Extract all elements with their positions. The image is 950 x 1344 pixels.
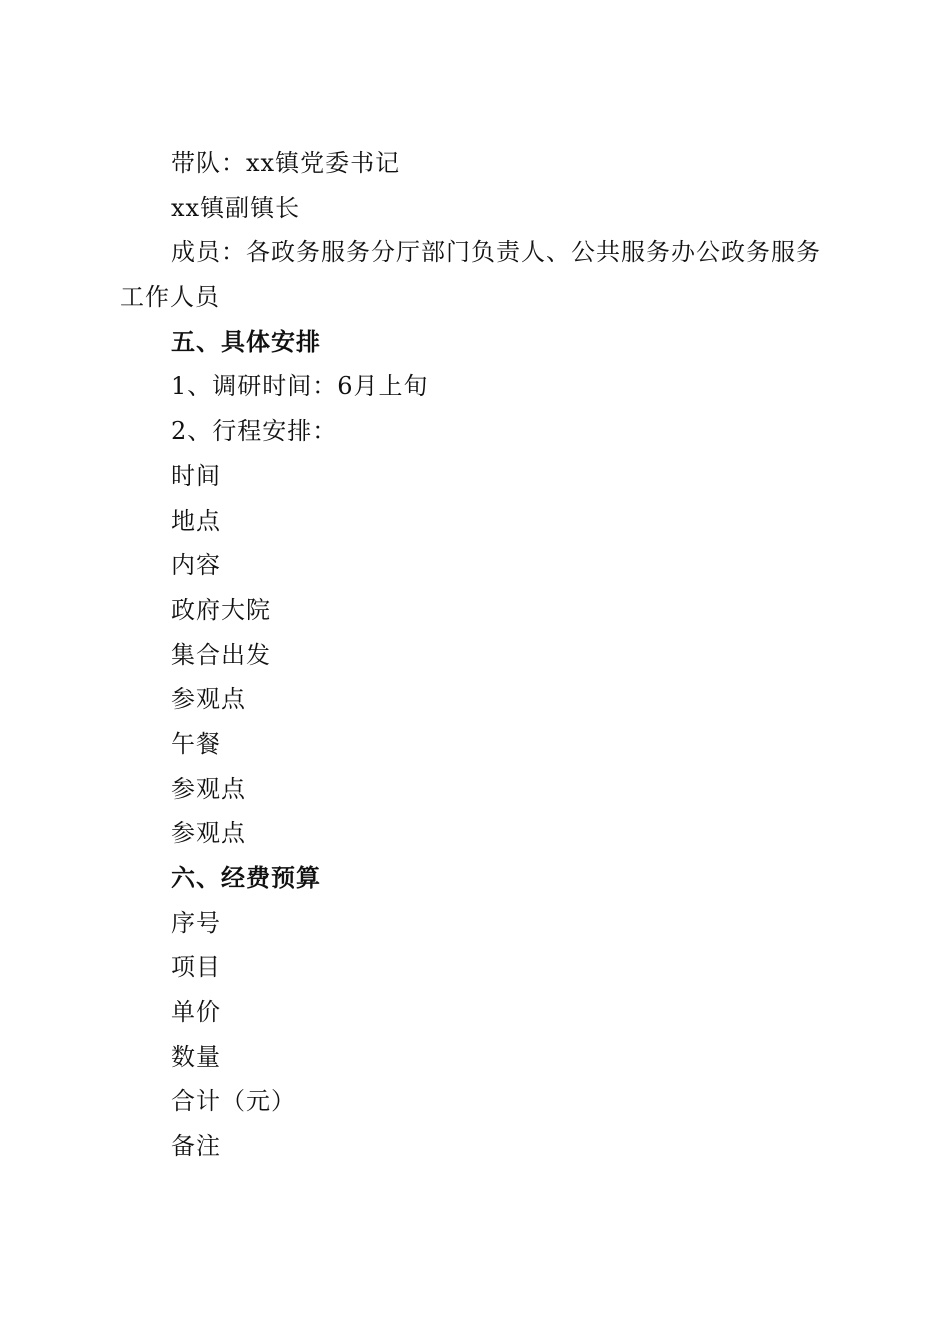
budget-header-serial: 序号 xyxy=(171,908,221,937)
schedule-header-place: 地点 xyxy=(171,506,221,535)
leader-line-2: xx镇副镇长 xyxy=(171,193,301,222)
schedule-row4: 参观点 xyxy=(171,774,246,803)
schedule-row5: 参观点 xyxy=(171,819,246,848)
budget-header-remarks: 备注 xyxy=(171,1132,221,1161)
schedule-row1-content: 集合出发 xyxy=(171,640,271,669)
budget-header-total: 合计（元） xyxy=(171,1087,296,1116)
schedule-row3: 午餐 xyxy=(171,729,221,758)
survey-time-item: 1、调研时间：6月上旬 xyxy=(171,372,429,401)
itinerary-item: 2、行程安排： xyxy=(171,417,338,446)
schedule-row1-place: 政府大院 xyxy=(171,595,271,624)
document-body xyxy=(120,141,830,1169)
section6-heading: 六、经费预算 xyxy=(171,864,321,893)
leader-line-1: 带队：xx镇党委书记 xyxy=(171,149,401,177)
schedule-header-time: 时间 xyxy=(171,461,221,490)
schedule-row2: 参观点 xyxy=(171,685,246,714)
budget-header-unit-price: 单价 xyxy=(171,998,221,1027)
section5-heading: 五、具体安排 xyxy=(171,327,321,356)
schedule-header-content: 内容 xyxy=(171,551,221,580)
members-paragraph: 成员：各政务服务分厅部门负责人、公共服务办公政务服务工作人员 xyxy=(120,238,821,312)
budget-header-quantity: 数量 xyxy=(171,1042,221,1071)
budget-header-item: 项目 xyxy=(171,953,221,982)
